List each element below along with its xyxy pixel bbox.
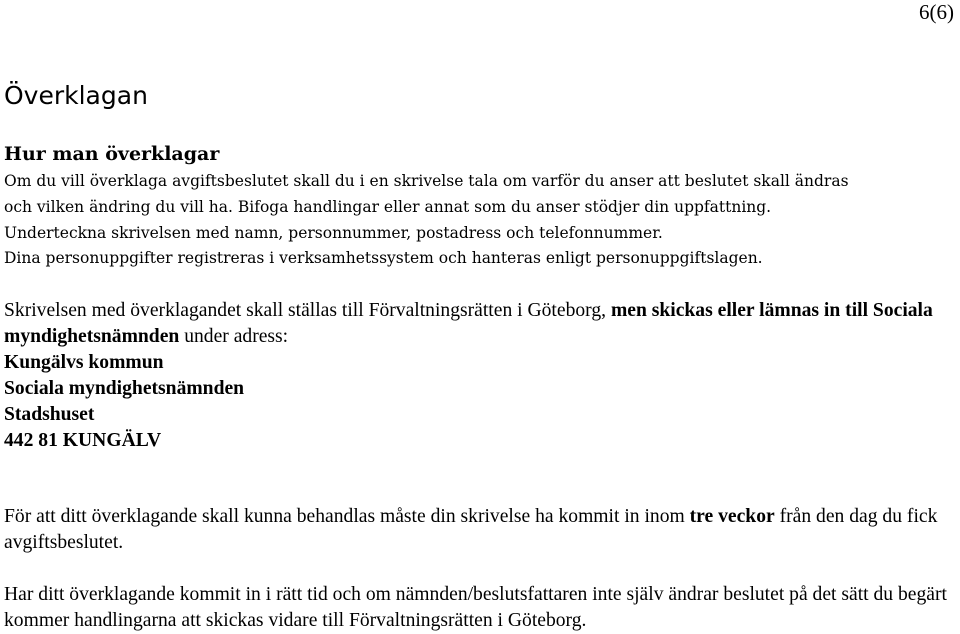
page-title: Överklagan — [4, 81, 148, 110]
intro-line: och vilken ändring du vill ha. Bifoga handlingar eller annat som du anser stödjer din uppfattning. — [4, 197, 772, 216]
forwarding-paragraph: Har ditt överklagande kommit in i rätt tid och om nämnden/beslutsfattaren inte själv ändrar beslutet på det sätt du begärt kommer handlingarna att skickas vidare till Förvaltningsrätten i Göteborg. — [4, 584, 947, 632]
submission-text: Skrivelsen med överklagandet skall ställas till Förvaltningsrätten i Göteborg, — [4, 300, 611, 322]
section-subtitle: Hur man överklagar — [4, 143, 220, 165]
submission-bold-text: men skickas eller lämnas in till Sociala myndighetsnämnden — [4, 300, 933, 348]
address-block — [4, 350, 956, 454]
deadline-bold-text: tre veckor — [689, 506, 775, 528]
submission-text-end: under adress: — [179, 326, 289, 348]
intro-line: Om du vill överklaga avgiftsbeslutet skall du i en skrivelse tala om varför du anser att beslutet skall ändras — [4, 172, 849, 190]
deadline-text: För att ditt överklagande skall kunna behandlas måste din skrivelse ha kommit in inom — [4, 506, 690, 528]
intro-line: Underteckna skrivelsen med namn, personnummer, postadress och telefonnummer. — [4, 223, 663, 242]
address-line: Stadshuset — [4, 404, 95, 426]
intro-paragraph — [4, 169, 956, 272]
submission-paragraph — [4, 298, 956, 350]
document-body — [4, 140, 956, 634]
address-line: Kungälvs kommun — [4, 352, 164, 374]
address-line: 442 81 KUNGÄLV — [4, 430, 162, 452]
page-number: 6(6) — [919, 0, 954, 24]
deadline-paragraph — [4, 504, 956, 556]
intro-line: Dina personuppgifter registreras i verksamhetssystem och hanteras enligt personuppgiftslagen. — [4, 249, 763, 268]
deadline-text-end: från den dag du fick avgiftsbeslutet. — [4, 506, 938, 554]
address-line: Sociala myndighetsnämnden — [4, 378, 245, 400]
